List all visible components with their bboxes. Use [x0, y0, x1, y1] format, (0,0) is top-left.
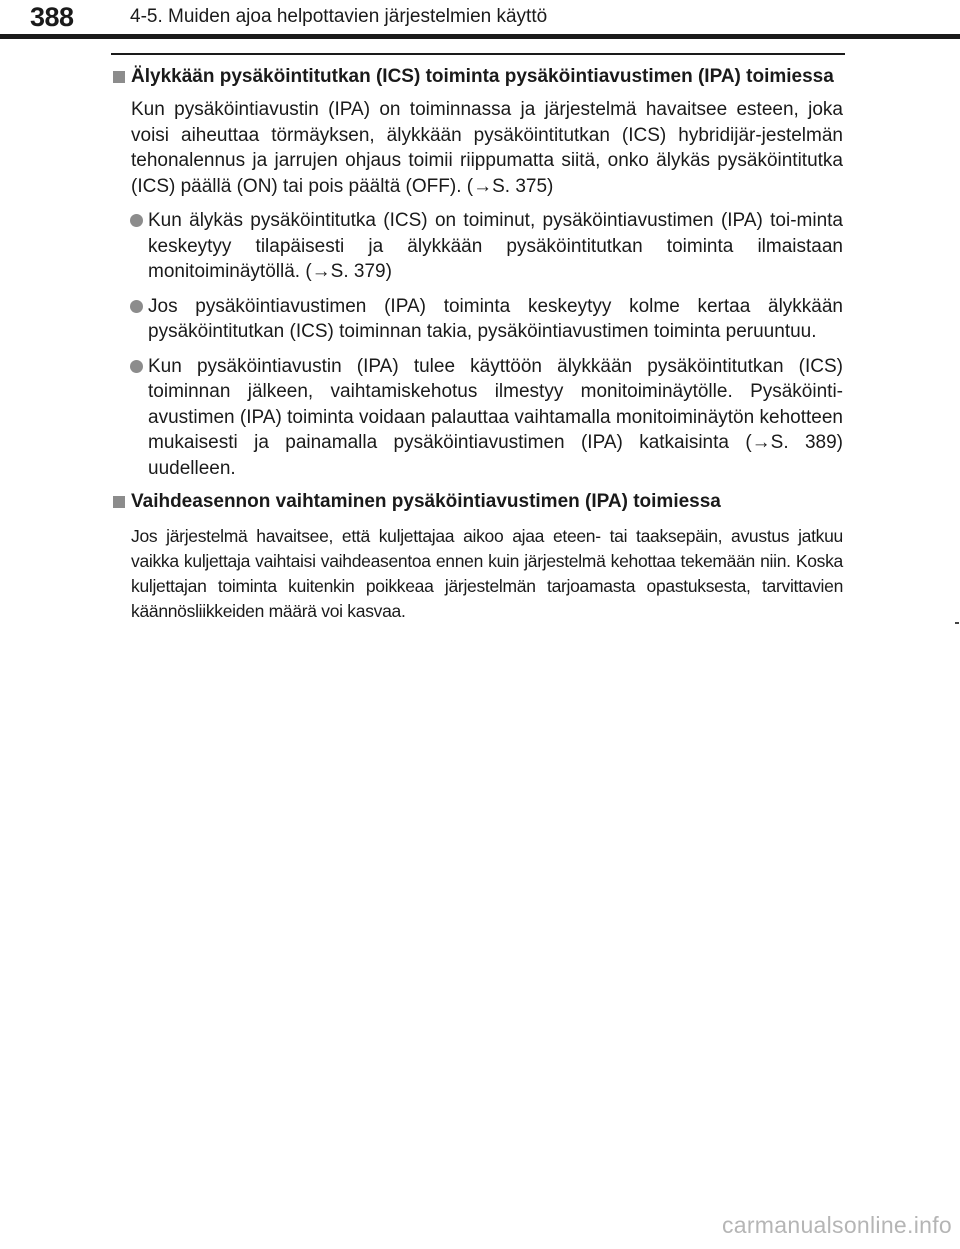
margin-tick [955, 622, 959, 624]
section-body-gear: Jos järjestelmä havaitsee, että kuljettajaa aikoo ajaa eteen- tai taaksepäin, avustus jatkuu vaikka kuljettaja vaihtaisi vaihdeasentoa ennen kuin järjestelmä kehottaa tekemään niin. Koska kuljettajan toiminta kuitenkin poikkeaa järjestelmän tarjoamasta opastuksesta, tarvittavien käännösliikkeiden määrä voi kasvaa. [131, 526, 843, 621]
square-bullet-icon [113, 71, 125, 83]
section-heading-ics [111, 64, 843, 90]
watermark: carmanualsonline.info [721, 1212, 952, 1238]
round-bullet-icon [130, 214, 143, 227]
bullet-item [111, 354, 843, 482]
bullet-item-text: Kun älykäs pysäköintitutka (ICS) on toiminut, pysäköintiavustimen (IPA) toi-minta keskeytyy tilapäisesti ja älykkään pysäköintitutkan toiminta ilmaistaan monitoiminäytöllä. (→S. 379) [148, 210, 843, 282]
round-bullet-icon [130, 360, 143, 373]
section-heading-gear [111, 489, 843, 515]
bullet-item-text: Jos pysäköintiavustimen (IPA) toiminta keskeytyy kolme kertaa älykkään pysäköintitutkan (ICS) toiminnan takia, pysäköintiavustimen toiminta peruuntuu. [148, 295, 843, 342]
page-number: 388 [30, 2, 74, 32]
section-heading-ics-text: Älykkään pysäköintitutkan (ICS) toiminta pysäköintiavustimen (IPA) toimiessa [131, 66, 834, 87]
section-heading-gear-text: Vaihdeasennon vaihtaminen pysäköintiavustimen (IPA) toimiessa [131, 491, 721, 512]
header-rule [0, 34, 960, 39]
section-body-ics: Kun pysäköintiavustin (IPA) on toiminnassa ja järjestelmä havaitsee esteen, joka voisi aiheuttaa törmäyksen, älykkään pysäköintitutkan (ICS) hybridijär-jestelmän tehonalennus ja jarrujen ohjaus toimii riippumatta siitä, onko älykäs pysäköintitutka (ICS) päällä (ON) tai pois päältä (OFF). (→S. 375) [131, 99, 843, 197]
section-title: 4-5. Muiden ajoa helpottavien järjestelmien käyttö [130, 6, 548, 27]
content-rule [111, 53, 845, 55]
square-bullet-icon [113, 496, 125, 508]
round-bullet-icon [130, 300, 143, 313]
bullet-item-text: Kun pysäköintiavustin (IPA) tulee käyttöön älykkään pysäköintitutkan (ICS) toiminnan jälkeen, vaihtamiskehotus ilmestyy monitoiminäytölle. Pysäköinti-avustimen (IPA) toiminta voidaan palauttaa vaihtamalla monitoiminäytön kehotteen mukaisesti ja painamalla pysäköintiavustimen (IPA) katkaisinta (→S. 389) uudelleen. [148, 355, 843, 479]
page-content [111, 64, 843, 624]
bullet-item [111, 208, 843, 285]
bullet-item [111, 294, 843, 345]
